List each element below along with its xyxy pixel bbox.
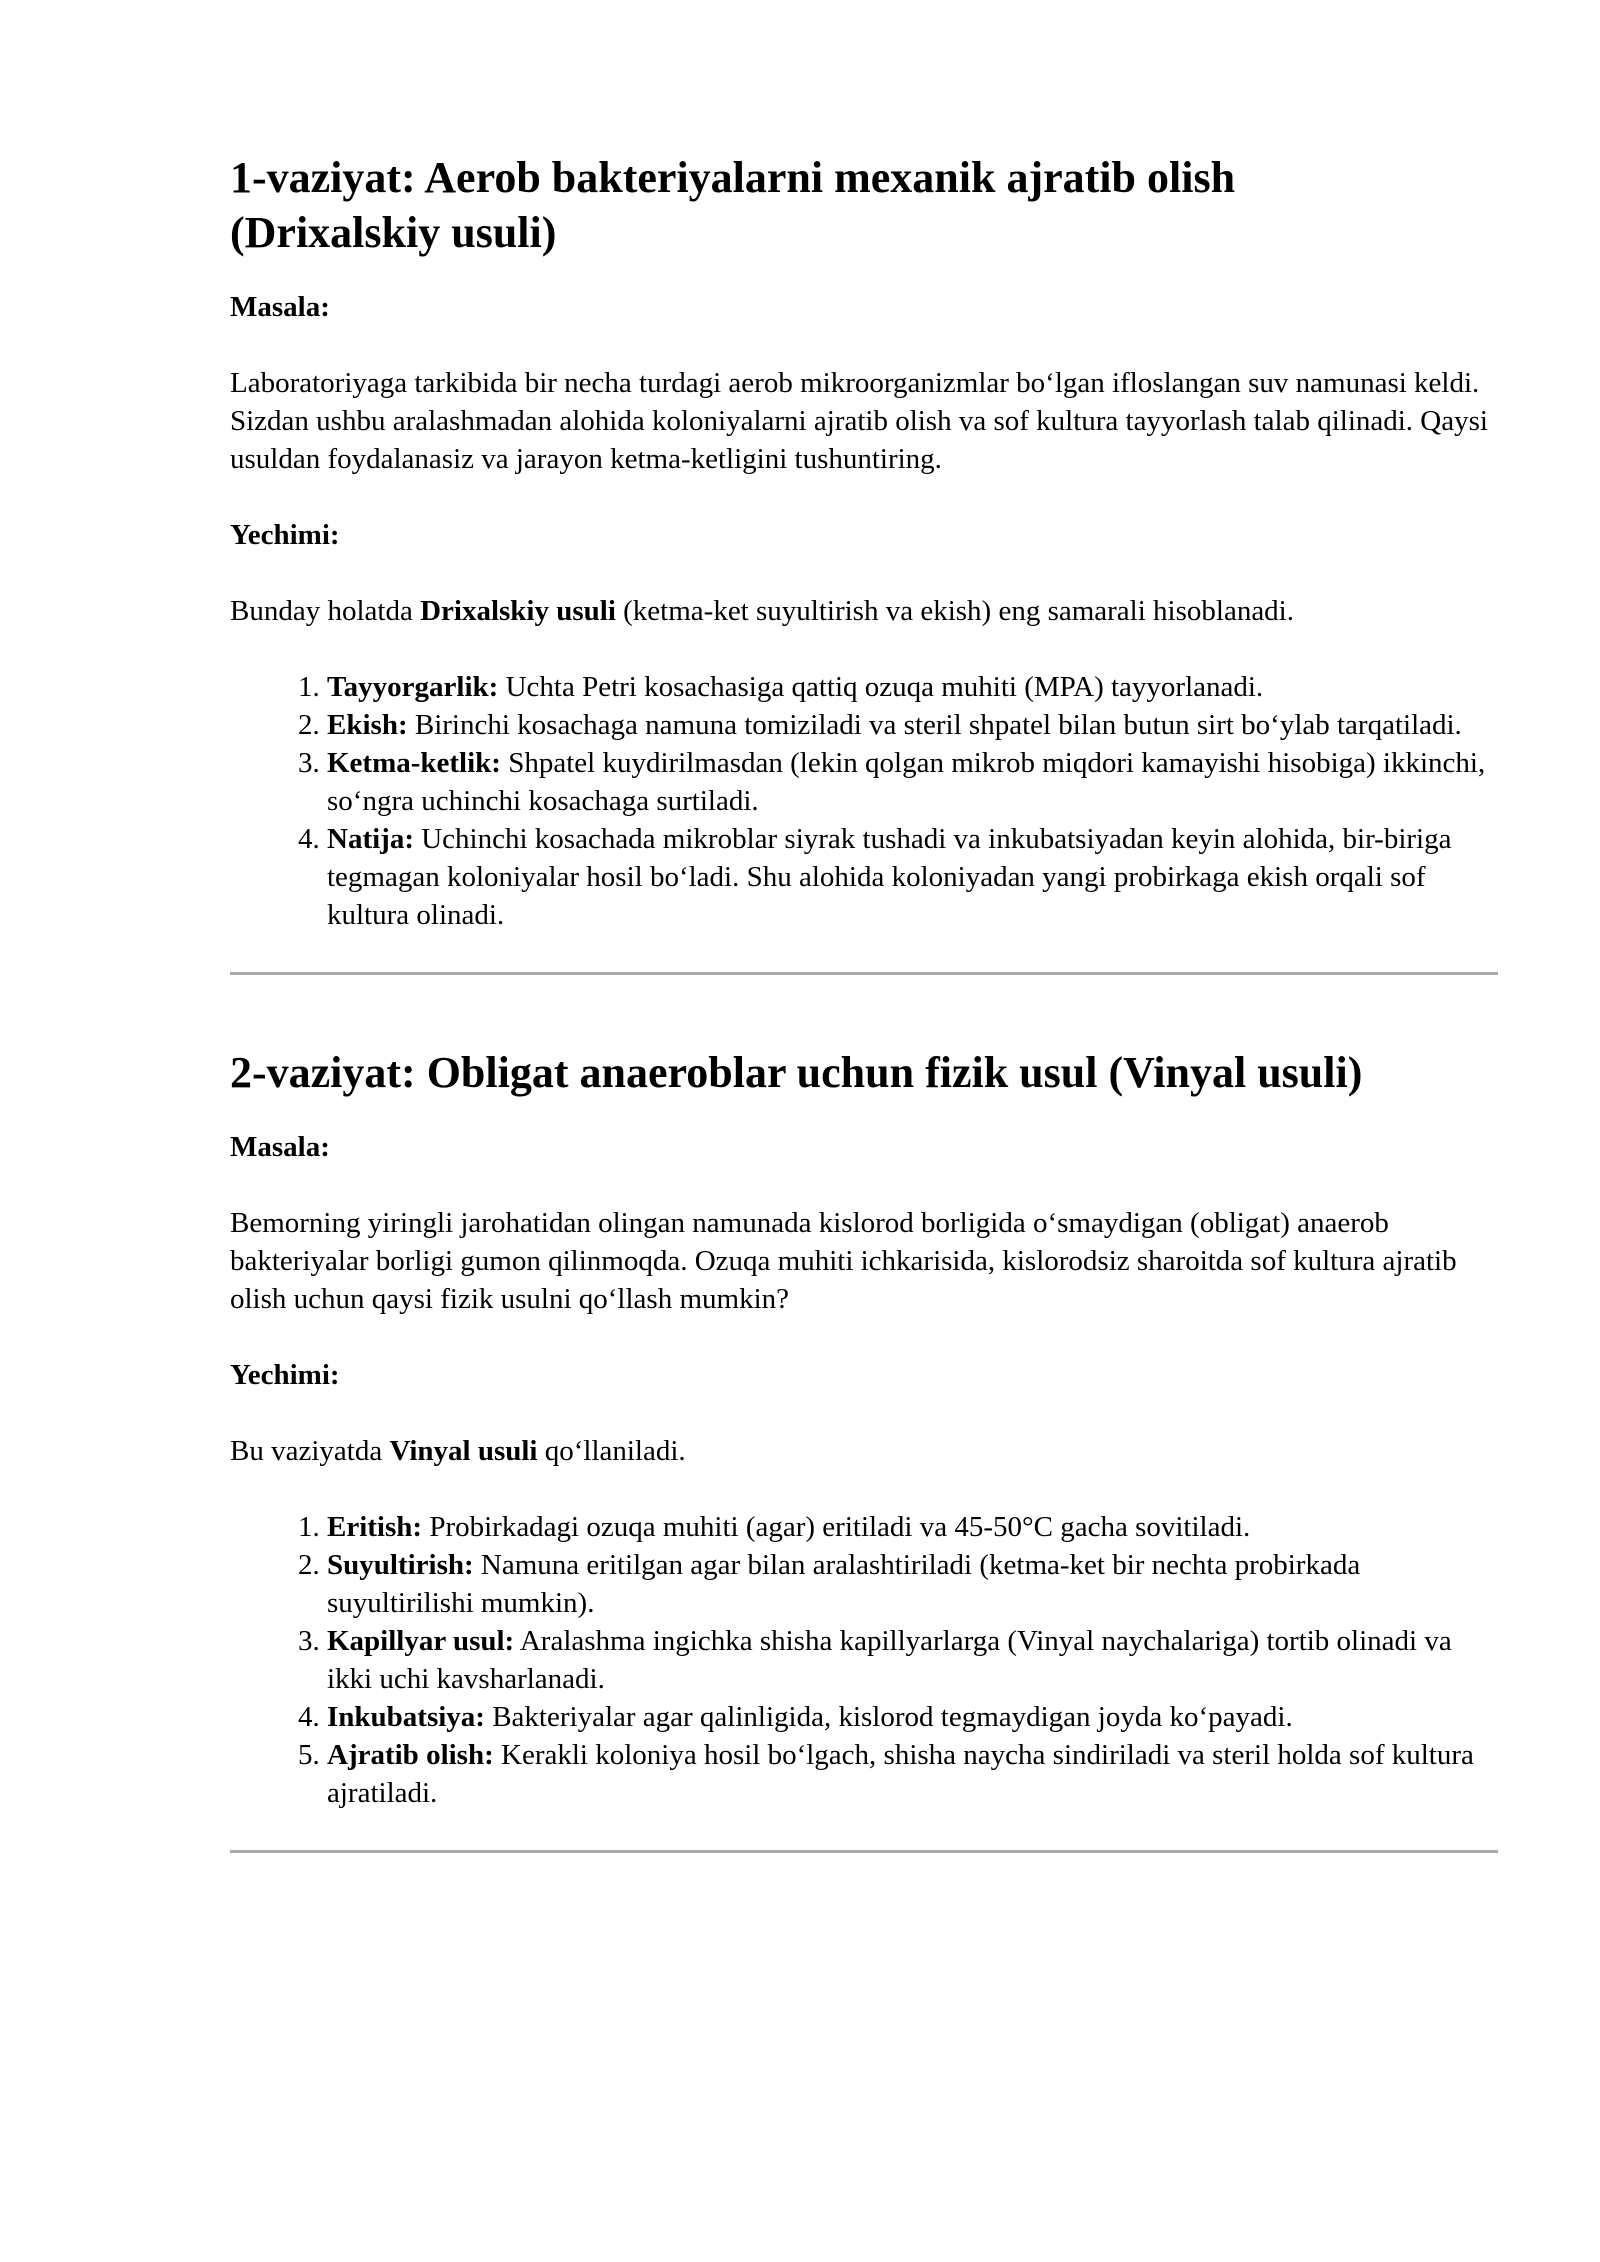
section-title: 2-vaziyat: Obligat anaeroblar uchun fizik usul (Vinyal usuli) — [230, 1048, 1363, 1097]
list-item — [327, 820, 1500, 934]
steps-list — [230, 1508, 1500, 1812]
section-1 — [230, 150, 1500, 975]
list-item — [327, 1508, 1500, 1546]
section-2 — [230, 1045, 1500, 1853]
step-term: Ketma-ketlik: — [327, 747, 501, 779]
masala-label: Masala: — [230, 1131, 330, 1163]
solution-intro — [230, 1432, 1500, 1470]
list-item — [327, 1622, 1500, 1698]
step-text: Birinchi kosachaga namuna tomiziladi va steril shpatel bilan butun sirt bo‘ylab tarqatiladi. — [407, 709, 1462, 741]
section-divider — [230, 1850, 1498, 1853]
list-item — [327, 744, 1500, 820]
list-item — [327, 1736, 1500, 1812]
step-term: Tayyorgarlik: — [327, 671, 499, 703]
intro-text: (ketma-ket suyultirish va ekish) eng samarali hisoblanadi. — [615, 595, 1294, 627]
section-title: 1-vaziyat: Aerob bakteriyalarni mexanik ajratib olish (Drixalskiy usuli) — [230, 153, 1236, 257]
step-term: Inkubatsiya: — [327, 1701, 485, 1733]
step-term: Eritish: — [327, 1511, 423, 1543]
list-item — [327, 668, 1500, 706]
step-text: Uchinchi kosachada mikroblar siyrak tushadi va inkubatsiyadan keyin alohida, bir-biriga tegmagan koloniyalar hosil bo‘ladi. Shu alohida koloniyadan yangi probirkaga ekish orqali sof kultura olinadi. — [327, 823, 1452, 931]
step-term: Ajratib olish: — [327, 1739, 494, 1771]
step-text: Aralashma ingichka shisha kapillyarlarga (Vinyal naychalariga) tortib olinadi va ikki uchi kavsharlanadi. — [327, 1625, 1452, 1695]
method-name: Drixalskiy usuli — [420, 595, 616, 627]
masala-text: Bemorning yiringli jarohatidan olingan namunada kislorod borligida o‘smaydigan (obligat) anaerob bakteriyalar borligi gumon qilinmoqda. Ozuqa muhiti ichkarisida, kislorodsiz sharoitda sof kultura ajratib olish uchun qaysi fizik usulni qo‘llash mumkin? — [230, 1207, 1457, 1315]
step-term: Suyultirish: — [327, 1549, 474, 1581]
step-text: Bakteriyalar agar qalinligida, kislorod tegmaydigan joyda ko‘payadi. — [484, 1701, 1293, 1733]
masala-text: Laboratoriyaga tarkibida bir necha turdagi aerob mikroorganizmlar bo‘lgan ifloslangan suv namunasi keldi. Sizdan ushbu aralashmadan alohida koloniyalarni ajratib olish va sof kultura tayyorlash talab qilinadi. Qaysi usuldan foydalanasiz va jarayon ketma-ketligini tushuntiring. — [230, 367, 1488, 475]
step-term: Kapillyar usul: — [327, 1625, 515, 1657]
solution-intro — [230, 592, 1500, 630]
step-text: Shpatel kuydirilmasdan (lekin qolgan mikrob miqdori kamayishi hisobiga) ikkinchi, so‘ngra uchinchi kosachaga surtiladi. — [327, 747, 1486, 817]
step-text: Uchta Petri kosachasiga qattiq ozuqa muhiti (MPA) tayyorlanadi. — [498, 671, 1264, 703]
document-page — [230, 150, 1500, 1853]
step-text: Namuna eritilgan agar bilan aralashtiriladi (ketma-ket bir nechta probirkada suyultirilishi mumkin). — [327, 1549, 1361, 1619]
steps-list — [230, 668, 1500, 934]
intro-text: Bunday holatda — [230, 595, 421, 627]
step-text: Kerakli koloniya hosil bo‘lgach, shisha naycha sindiriladi va steril holda sof kultura ajratiladi. — [327, 1739, 1474, 1809]
yechimi-label: Yechimi: — [230, 1359, 340, 1391]
step-text: Probirkadagi ozuqa muhiti (agar) eritiladi va 45-50°C gacha sovitiladi. — [422, 1511, 1251, 1543]
method-name: Vinyal usuli — [389, 1435, 538, 1467]
intro-text: Bu vaziyatda — [230, 1435, 390, 1467]
step-term: Natija: — [327, 823, 414, 855]
step-term: Ekish: — [327, 709, 408, 741]
intro-text: qo‘llaniladi. — [537, 1435, 686, 1467]
yechimi-label: Yechimi: — [230, 519, 340, 551]
list-item — [327, 706, 1500, 744]
list-item — [327, 1698, 1500, 1736]
masala-label: Masala: — [230, 291, 330, 323]
list-item — [327, 1546, 1500, 1622]
